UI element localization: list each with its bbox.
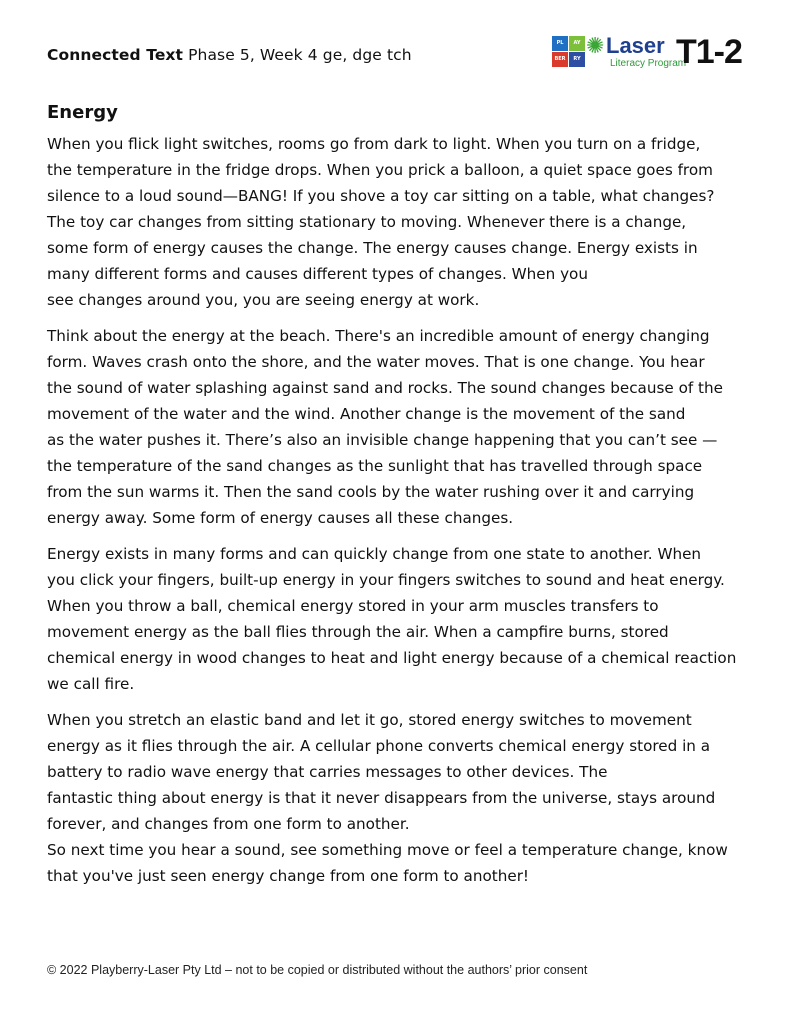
- logo-block: BER: [552, 52, 568, 67]
- text-line: energy away. Some form of energy causes all these changes.: [47, 509, 514, 527]
- text-line: silence to a loud sound—BANG! If you shove a toy car sitting on a table, what changes?: [47, 187, 715, 205]
- text-line: Energy exists in many forms and can quickly change from one state to another. When: [47, 545, 702, 563]
- text-line: battery to radio wave energy that carries messages to other devices. The: [47, 763, 608, 781]
- header-subtitle: Phase 5, Week 4 ge, dge tch: [183, 46, 412, 64]
- paragraph: [47, 323, 757, 531]
- header-label: Connected Text: [47, 46, 184, 64]
- text-line: from the sun warms it. Then the sand cools by the water rushing over it and carrying: [47, 483, 695, 501]
- logo-tagline: Literacy Program: [610, 58, 687, 69]
- paragraph: [47, 131, 757, 313]
- text-line: movement of the water and the wind. Another change is the movement of the sand: [47, 405, 686, 423]
- paragraph: [47, 707, 757, 889]
- logo-block: PL: [552, 36, 568, 51]
- text-line: fantastic thing about energy is that it never disappears from the universe, stays around: [47, 789, 716, 807]
- playberry-logo-blocks: [552, 36, 586, 68]
- text-line: as the water pushes it. There’s also an invisible change happening that you can’t see —: [47, 431, 718, 449]
- text-line: When you stretch an elastic band and let it go, stored energy switches to movement: [47, 711, 692, 729]
- text-body: [47, 131, 757, 899]
- document-header: [47, 46, 412, 64]
- text-line: the temperature in the fridge drops. When you prick a balloon, a quiet space goes from: [47, 161, 713, 179]
- text-line: the sound of water splashing against sand and rocks. The sound changes because of the: [47, 379, 723, 397]
- logo-level: T1-2: [676, 33, 742, 71]
- copyright-footer: © 2022 Playberry-Laser Pty Ltd – not to be copied or distributed without the authors’ prior consent: [47, 963, 588, 977]
- logo-block: AY: [569, 36, 585, 51]
- text-line: some form of energy causes the change. The energy causes change. Energy exists in: [47, 239, 698, 257]
- starburst-icon: ✺: [586, 34, 605, 59]
- text-line: So next time you hear a sound, see something move or feel a temperature change, know: [47, 841, 728, 859]
- text-line: that you've just seen energy change from one form to another!: [47, 867, 530, 885]
- text-line: When you flick light switches, rooms go from dark to light. When you turn on a fridge,: [47, 135, 701, 153]
- text-line: many different forms and causes different types of changes. When you: [47, 265, 588, 283]
- text-line: energy as it flies through the air. A cellular phone converts chemical energy stored in a: [47, 737, 711, 755]
- logo-block: RY: [569, 52, 585, 67]
- text-line: you click your fingers, built-up energy in your fingers switches to sound and heat energy.: [47, 571, 725, 589]
- text-line: movement energy as the ball flies through the air. When a campfire burns, stored: [47, 623, 669, 641]
- text-line: see changes around you, you are seeing energy at work.: [47, 291, 480, 309]
- text-line: When you throw a ball, chemical energy stored in your arm muscles transfers to: [47, 597, 659, 615]
- text-line: chemical energy in wood changes to heat and light energy because of a chemical reaction: [47, 649, 737, 667]
- text-line: we call fire.: [47, 675, 135, 693]
- text-line: forever, and changes from one form to another.: [47, 815, 410, 833]
- logo-brand: Laser: [606, 33, 665, 58]
- paragraph: [47, 541, 757, 697]
- text-line: The toy car changes from sitting stationary to moving. Whenever there is a change,: [47, 213, 687, 231]
- text-line: the temperature of the sand changes as the sunlight that has travelled through space: [47, 457, 703, 475]
- text-title: Energy: [47, 102, 118, 123]
- program-logo: [552, 34, 742, 74]
- text-line: form. Waves crash onto the shore, and the water moves. That is one change. You hear: [47, 353, 705, 371]
- text-line: Think about the energy at the beach. There's an incredible amount of energy changing: [47, 327, 710, 345]
